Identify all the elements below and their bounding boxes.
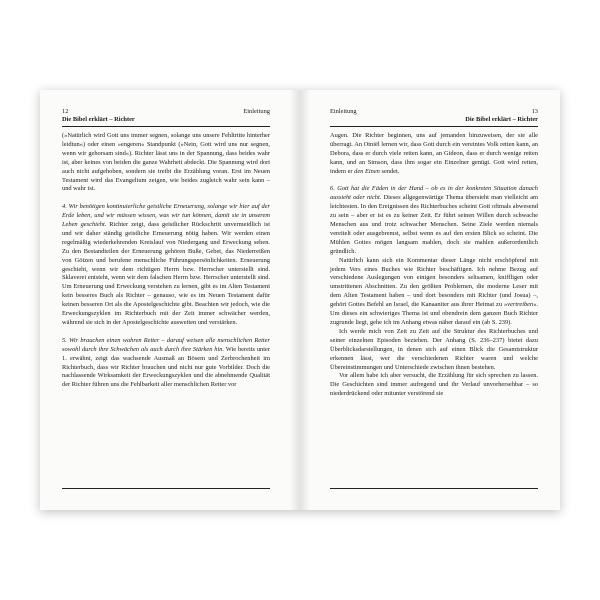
footer-rule [330, 488, 538, 489]
page-number: 13 [531, 108, 538, 115]
right-running-head [330, 108, 538, 124]
header-rule [330, 126, 538, 127]
running-title: Einleitung [330, 108, 357, 115]
left-running-head [62, 108, 270, 124]
paragraph: 6. Gott hat die Fäden in der Hand – ob es in der konkreten Situation danach aussieht oder nicht. Dieses allgegenwärtige Thema übersieht man vielleicht am leichtesten. In den Ereignissen des Richterbuches scheint Gott oftmals abwesend zu sein – aber er ist es zu keiner Zeit. Er führt seinen Willen durch schwache Menschen aus und trotz schwacher Menschen. Seine Ziele werden niemals vereitelt oder ausgebremst, selbst wenn es auf den ersten Blick so scheint. Die Mühlen Gottes mögen langsam mahlen, doch sie mahlen außerordentlich gründlich. [330, 185, 539, 255]
book-title: Die Bibel erklärt – Richter [62, 116, 135, 123]
paragraph: (»Natürlich wird Gott uns immer segnen, solange uns unsere Fehltritte hinterher leidtun«) oder einen »engeren« Standpunkt (»Nein, Gott wird uns nur segnen, wenn wir gehorsam sind«). Richter lässt uns in der Spannung, dass beides wahr ist, aber keines von beiden die ganze Wahrheit abdeckt. Die Spannung wird dort auch nicht aufgehoben, sondern sie treibt die Erzählung voran. Erst im Neuen Testament wird das Evangelium zeigen, wie beides zugleich wahr sein kann – und wahr ist. [62, 132, 270, 193]
right-body-text [330, 132, 538, 399]
paragraph: Ich werde mich von Zeit zu Zeit auf die Struktur des Richterbuches und seiner einzelnen Episoden beziehen. Der Anhang (S. 236–237) bietet dazu Überblicksdarstellungen, in denen sich auf einen Blick die Gesamtstruktur erkennen lässt, wer die verschiedenen Richter waren und welche Übereinstimmungen und Unterschiede zwischen ihnen bestehen. [330, 327, 538, 371]
paragraph: Natürlich kann sich ein Kommentar dieser Länge nicht erschöpfend mit jedem Vers eines Buches wie Richter beschäftigen. Ich nehme Bezug auf verschiedene Auslegungen von einigen besonders seltsamen, kniffligen oder umstrittenen Abschnitten. Zu den größten Problemen, die moderne Leser mit dem Alten Testament haben – und dort besonders mit Richter (und Josua) –, gehört Gottes Befehl an Israel, die Kanaaniter aus ihrer Heimat zu »vertreiben«. Um dieses ein schwieriges Thema ist und obendrein dem ganzen Buch Richter zugrunde liegt, gehe ich im Anhang etwas näher darauf ein (ab S. 239). [330, 256, 538, 327]
footer-rule [62, 488, 270, 489]
paragraph: 5. Wir brauchen einen wahren Retter – darauf weisen alle menschlichen Retter sowohl durch ihre Schwächen als auch durch ihre Stärken hin. Wie bereits unter 1. erwähnt, zeigt das wachsende Ausmaß an Bösem und Zerbrochenheit im Richterbuch, dass wir Richter brauchen und nicht nur gute Vorbilder. Doch die nachlassende Wirksamkeit der Erweckungszyklen und die abnehmende Qualität der Richter führen uns die Fehlbarkeit aller menschlichen Retter vor [62, 336, 270, 389]
right-page [300, 90, 560, 510]
book-title: Die Bibel erklärt – Richter [465, 116, 538, 123]
paragraph-heading: 4. Wir benötigen kontinuierliche geistliche Erneuerung, solange wir hier auf der Erde leben, und wir müssen wissen, was wir tun können, damit sie in unserem Leben geschieht. [62, 203, 270, 229]
page-number: 12 [62, 108, 69, 115]
paragraph: 4. Wir benötigen kontinuierliche geistliche Erneuerung, solange wir hier auf der Erde leben, und wir müssen wissen, was wir tun können, damit sie in unserem Leben geschieht. Richter zeigt, dass geistlicher Rückschritt unvermeidlich ist und wir daher ständig geistliche Erneuerung nötig haben. Wir werden einen regelmäßig wiederkehrenden Kreislauf von Niedergang und Erweckung sehen. Zu den Bestandteilen der Erneuerung gehören Buße, Gebet, das Niederreißen von Götzen und berufene menschliche Führungspersönlichkeiten. Erneuerung geschieht, wenn wir dem richtigen Herrn bzw. Herrscher unterstellt sind. Sklaverei entsteht, wenn wir dem falschen Herrn bzw. Herrscher unterstellt sind. Um Erneuerung und Erweckung verstehen zu lernen, gibt es im Alten Testament kein besseres Buch als Richter – genauso, wie es im Neuen Testament dafür keinen besseren Ort als die Apostelgeschichte gibt. Beachten wir jedoch, wie die Erweckungszyklen im Richterbuch mit der Zeit immer schwächer werden, während sie sich in der Apostelgeschichte ausweiten und verstärken. [62, 203, 270, 327]
header-rule [62, 126, 270, 127]
paragraph-heading: 6. Gott hat die Fäden in der Hand – ob es in der konkreten Situation danach aussieht oder nicht. [330, 185, 538, 202]
paragraph: Augen. Die Richter beginnen, uns auf jemanden hinzuweisen, der sie alle überragt. An Otniël lernen wir, dass Gott durch ein vereintes Volk retten kann, an Debora, dass er durch viele retten kann, an Gideon, dass er durch wenige retten kann, und an Simson, dass ihm sogar ein Einzelner genügt. Gott wird retten, indem er den Einen sendet. [330, 132, 538, 175]
paragraph-heading: 5. Wir brauchen einen wahren Retter – darauf weisen alle menschlichen Retter sowohl durch ihre Schwächen als auch durch ihre Stärken hin. [62, 336, 270, 353]
running-title: Einleitung [243, 108, 270, 115]
paragraph: Vor allem habe ich aber versucht, die Erzählung für sich sprechen zu lassen. Die Geschichten sind immer aufregend und ihr Verlauf unvorhersehbar – so niederdrückend oder mitunter verstörend sie [330, 372, 538, 398]
open-book-spread [40, 90, 560, 510]
left-page [40, 90, 301, 510]
left-body-text [62, 132, 270, 390]
